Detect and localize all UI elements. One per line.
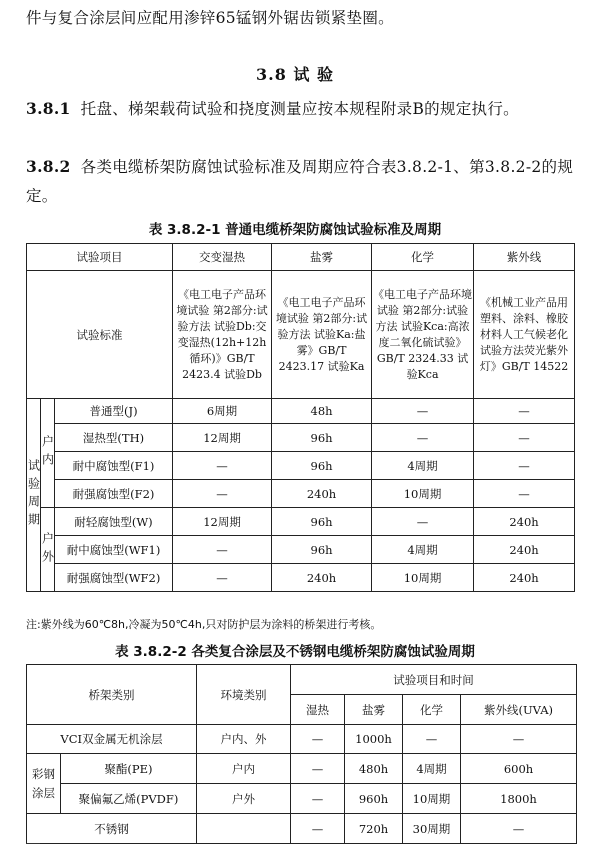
value-cell: 240h <box>474 508 575 536</box>
clause-number: 3.8.1 <box>26 99 71 118</box>
table2 <box>26 664 577 844</box>
value-cell: 1800h <box>461 784 577 814</box>
value-cell: 240h <box>474 536 575 564</box>
table1-note: 注:紫外线为60℃8h,冷凝为50℃4h,只对防护层为涂料的桥架进行考核。 <box>26 618 382 631</box>
table-row <box>27 536 575 564</box>
group-label: 户内 <box>41 399 55 508</box>
group-label: 户外 <box>41 508 55 592</box>
value-cell: 48h <box>272 399 372 424</box>
env-cell: 户内 <box>197 754 291 784</box>
value-cell: — <box>474 424 575 452</box>
value-cell: 10周期 <box>372 480 474 508</box>
coated-label: 彩钢涂层 <box>27 754 61 814</box>
header-col: 湿热 <box>291 695 345 725</box>
value-cell: 12周期 <box>173 424 272 452</box>
value-cell: 600h <box>461 754 577 784</box>
paragraph-continued: 件与复合涂层间应配用渗锌65锰钢外锯齿锁紧垫圈。 <box>26 9 394 27</box>
value-cell: 240h <box>272 564 372 592</box>
header-col: 紫外线(UVA) <box>461 695 577 725</box>
value-cell: 4周期 <box>372 452 474 480</box>
value-cell: 10周期 <box>403 784 461 814</box>
value-cell: — <box>474 480 575 508</box>
clause-number: 3.8.2 <box>26 157 71 176</box>
value-cell: 240h <box>272 480 372 508</box>
type-cell: 耐强腐蚀型(WF2) <box>55 564 173 592</box>
header-group: 试验项目和时间 <box>291 665 577 695</box>
value-cell: — <box>173 480 272 508</box>
page-edge-mark <box>26 843 40 848</box>
value-cell: 480h <box>345 754 403 784</box>
value-cell: — <box>403 725 461 754</box>
table-row <box>27 452 575 480</box>
env-cell <box>197 814 291 844</box>
value-cell: 4周期 <box>403 754 461 784</box>
value-cell: — <box>291 725 345 754</box>
value-cell: — <box>291 754 345 784</box>
type-cell: 湿热型(TH) <box>55 424 173 452</box>
table-row <box>27 508 575 536</box>
value-cell: 30周期 <box>403 814 461 844</box>
standard-cell: 《电工电子产品环境试验 第2部分:试验方法 试验Ka:盐雾》GB/T 2423.17 试验Ka <box>272 271 372 399</box>
clause-text: 托盘、梯架载荷试验和挠度测量应按本规程附录B的规定执行。 <box>80 100 519 118</box>
value-cell: — <box>291 784 345 814</box>
env-cell: 户外 <box>197 784 291 814</box>
type-cell: 耐强腐蚀型(F2) <box>55 480 173 508</box>
table2-caption: 表 3.8.2-2 各类复合涂层及不锈钢电缆桥架防腐蚀试验周期 <box>115 644 475 660</box>
header-col: 交变湿热 <box>173 244 272 271</box>
value-cell: — <box>173 536 272 564</box>
header-col: 盐雾 <box>272 244 372 271</box>
type-cell: 普通型(J) <box>55 399 173 424</box>
type-cell: 不锈钢 <box>27 814 197 844</box>
type-cell: 聚酯(PE) <box>61 754 197 784</box>
value-cell: 720h <box>345 814 403 844</box>
table-row <box>27 784 577 814</box>
value-cell: 10周期 <box>372 564 474 592</box>
table-row <box>27 754 577 784</box>
clause-3-8-1 <box>26 94 574 124</box>
value-cell: 96h <box>272 508 372 536</box>
value-cell: 1000h <box>345 725 403 754</box>
value-cell: 4周期 <box>372 536 474 564</box>
value-cell: — <box>291 814 345 844</box>
table-row <box>27 399 575 424</box>
standard-cell: 《机械工业产品用塑料、涂料、橡胶材料人工气候老化试验方法荧光紫外灯》GB/T 14522 <box>474 271 575 399</box>
value-cell: 96h <box>272 536 372 564</box>
header-env: 环境类别 <box>197 665 291 725</box>
value-cell: — <box>372 508 474 536</box>
header-item: 试验项目 <box>27 244 173 271</box>
value-cell: — <box>461 814 577 844</box>
value-cell: — <box>372 399 474 424</box>
table-row <box>27 564 575 592</box>
type-cell: 耐中腐蚀型(F1) <box>55 452 173 480</box>
clause-3-8-2 <box>26 152 574 211</box>
clause-text: 各类电缆桥架防腐蚀试验标准及周期应符合表3.8.2-1、第3.8.2-2的规定。 <box>26 158 574 205</box>
table2-header-row <box>27 665 577 695</box>
type-cell: VCI双金属无机涂层 <box>27 725 197 754</box>
type-cell: 耐中腐蚀型(WF1) <box>55 536 173 564</box>
env-cell: 户内、外 <box>197 725 291 754</box>
standard-cell: 《电工电子产品环境试验 第2部分:试验方法 试验Db:交变湿热(12h+12h循环)》GB/T 2423.4 试验Db <box>173 271 272 399</box>
header-type: 桥架类别 <box>27 665 197 725</box>
table-row <box>27 480 575 508</box>
value-cell: 12周期 <box>173 508 272 536</box>
section-heading: 3.8 试 验 <box>256 65 334 84</box>
table-row <box>27 814 577 844</box>
value-cell: 96h <box>272 452 372 480</box>
table-row <box>27 424 575 452</box>
table1 <box>26 243 575 592</box>
header-col: 化学 <box>403 695 461 725</box>
value-cell: 240h <box>474 564 575 592</box>
type-cell: 聚偏氟乙烯(PVDF) <box>61 784 197 814</box>
value-cell: 96h <box>272 424 372 452</box>
header-col: 盐雾 <box>345 695 403 725</box>
value-cell: — <box>173 452 272 480</box>
table-row <box>27 725 577 754</box>
value-cell: — <box>474 452 575 480</box>
table1-header-row <box>27 244 575 271</box>
value-cell: — <box>474 399 575 424</box>
value-cell: — <box>173 564 272 592</box>
standard-label: 试验标准 <box>27 271 173 399</box>
header-col: 紫外线 <box>474 244 575 271</box>
value-cell: 960h <box>345 784 403 814</box>
table1-standard-row <box>27 271 575 399</box>
type-cell: 耐轻腐蚀型(W) <box>55 508 173 536</box>
period-label: 试验周期 <box>27 399 41 592</box>
value-cell: — <box>461 725 577 754</box>
standard-cell: 《电工电子产品环境试验 第2部分:试验方法 试验Kca:高浓度二氧化硫试验》GB/T 2324.33 试验Kca <box>372 271 474 399</box>
value-cell: — <box>372 424 474 452</box>
value-cell: 6周期 <box>173 399 272 424</box>
table1-caption: 表 3.8.2-1 普通电缆桥架防腐蚀试验标准及周期 <box>148 222 442 238</box>
header-col: 化学 <box>372 244 474 271</box>
